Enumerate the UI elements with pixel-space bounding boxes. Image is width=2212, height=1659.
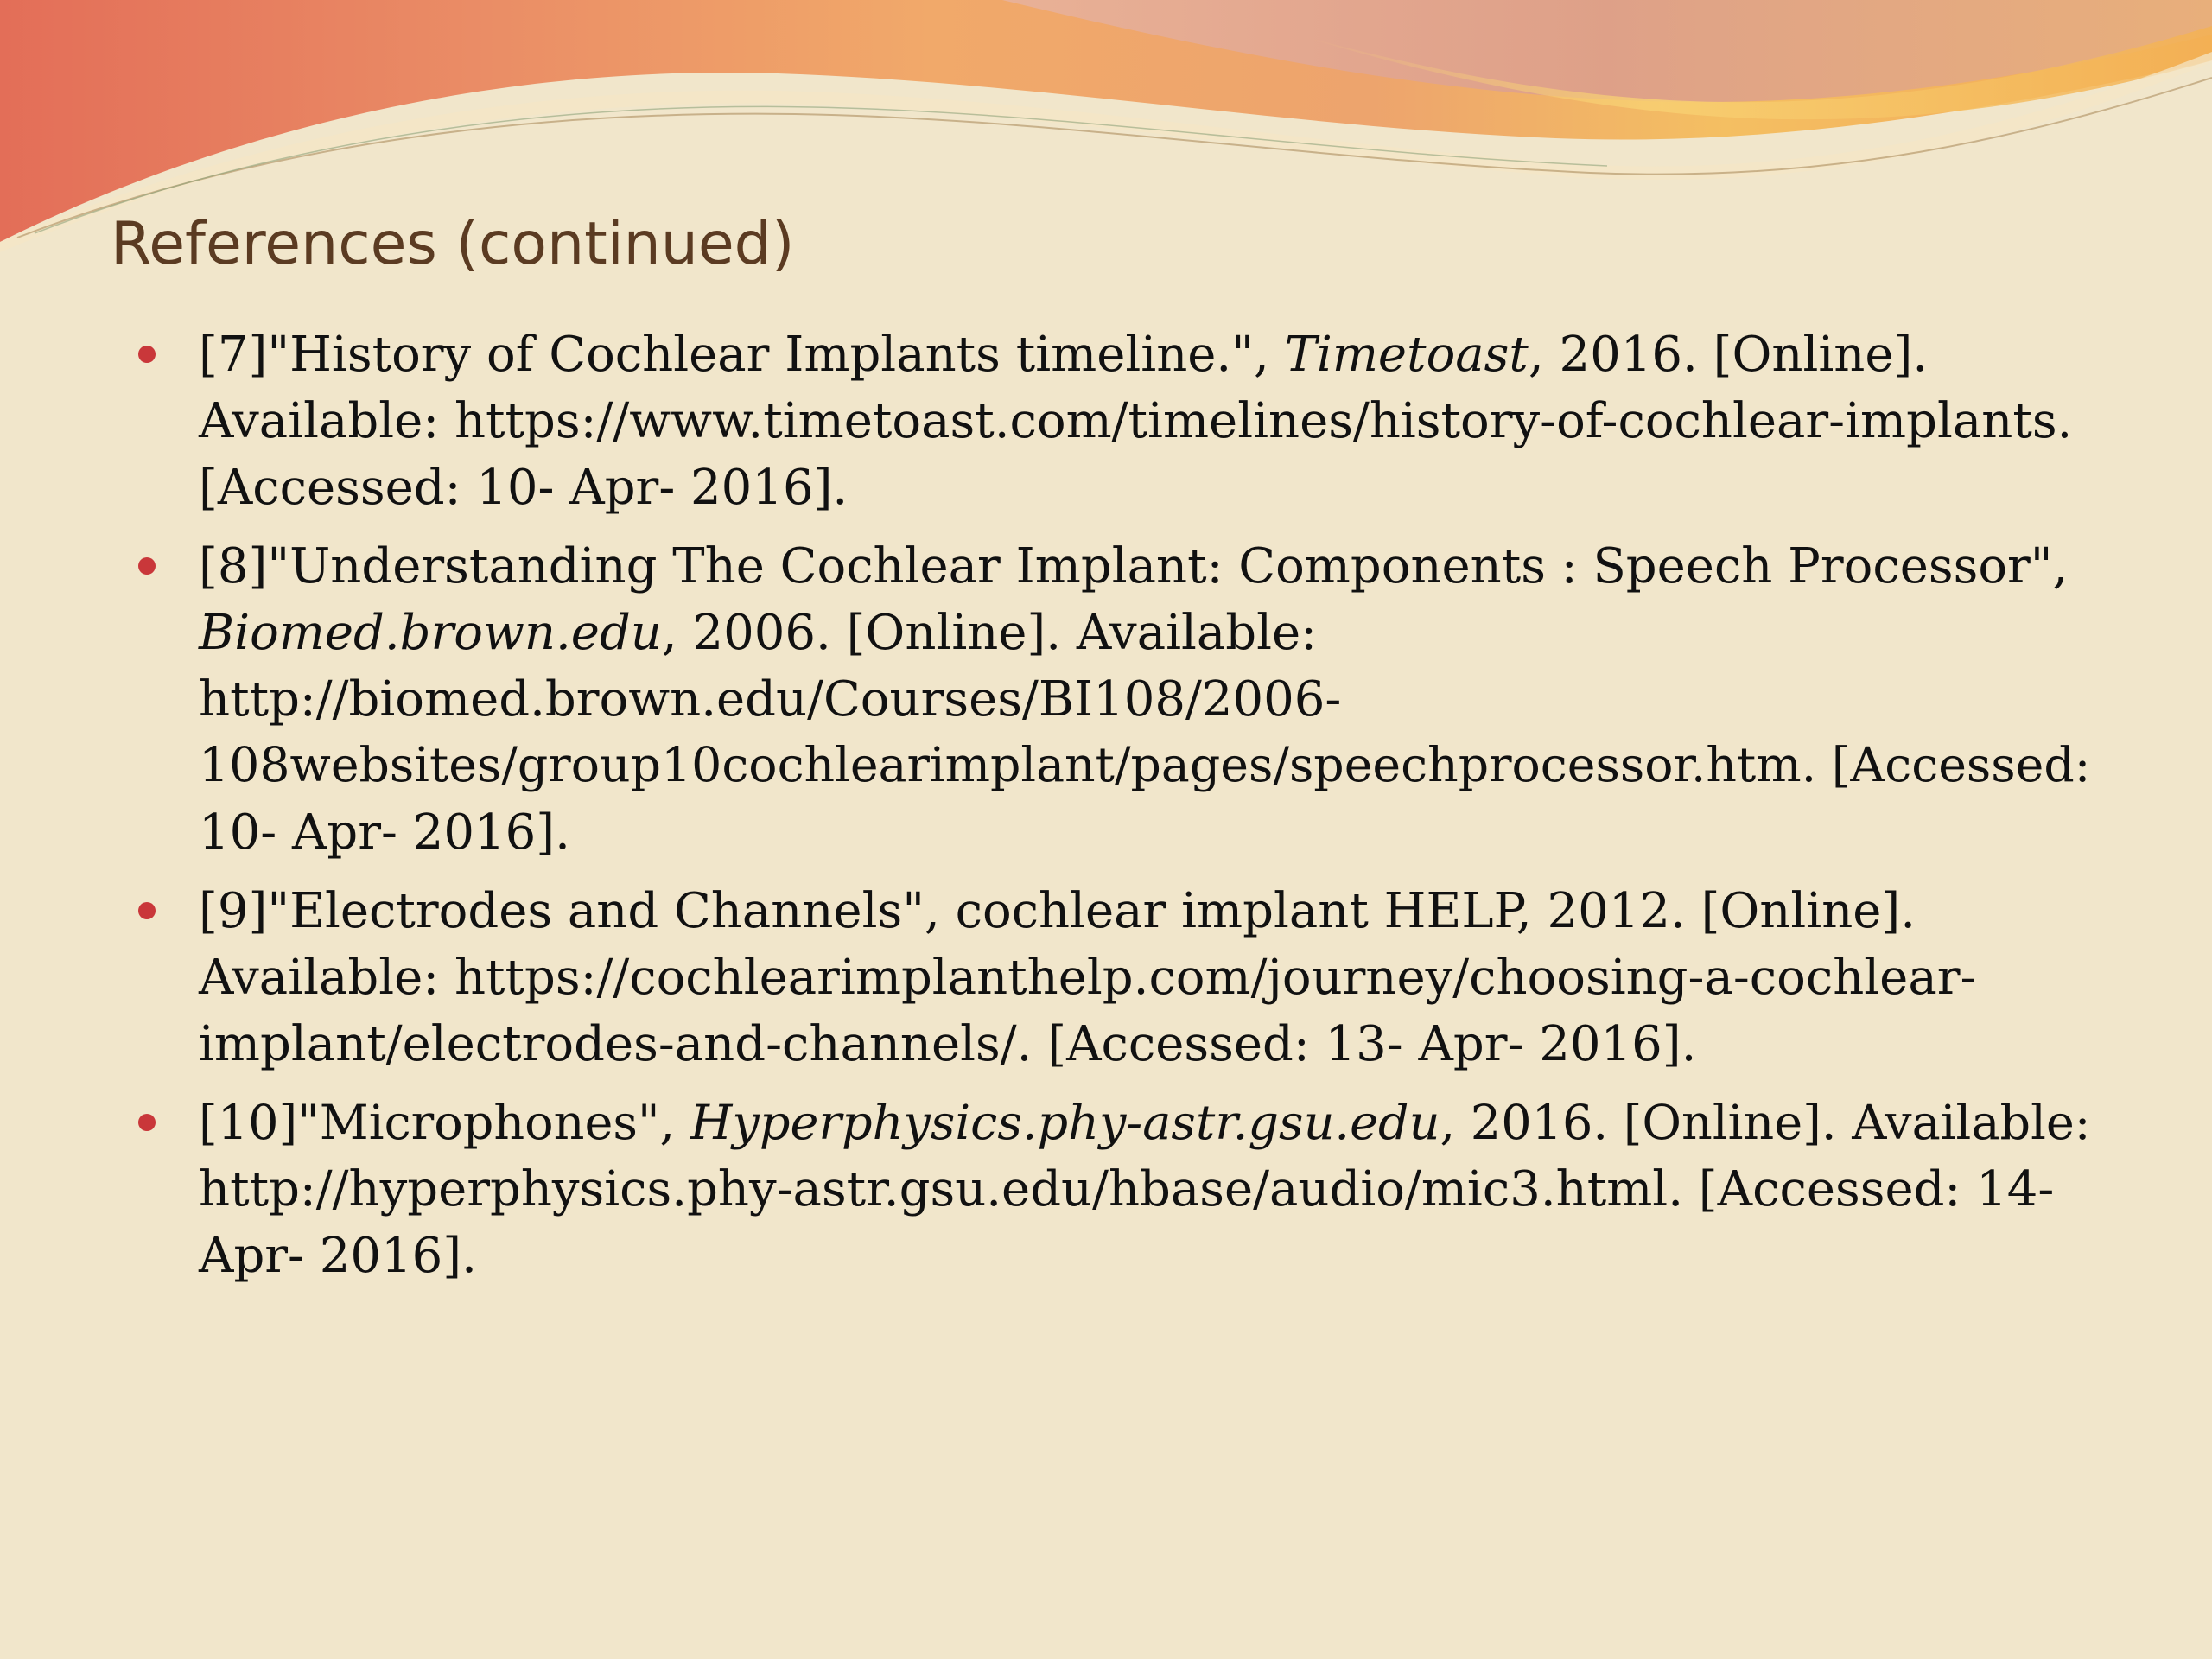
reference-line: [10]"Microphones", Hyperphysics.phy-astr.gsu.edu, 2016. [Online]. Available: bbox=[199, 1095, 2091, 1151]
reference-item bbox=[138, 1090, 2091, 1289]
slide-title: References (continued) bbox=[111, 210, 795, 278]
reference-line: [9]"Electrodes and Channels", cochlear implant HELP, 2012. [Online]. bbox=[199, 883, 1916, 939]
reference-line: [8]"Understanding The Cochlear Implant: Components : Speech Processor", bbox=[199, 538, 2069, 594]
bullet-icon bbox=[138, 902, 156, 919]
reference-line: [7]"History of Cochlear Implants timeline.", Timetoast, 2016. [Online]. bbox=[199, 327, 1929, 383]
reference-line: Available: https://www.timetoast.com/timelines/history-of-cochlear-implants. bbox=[199, 393, 2073, 449]
reference-list bbox=[138, 321, 2091, 1301]
reference-line: 10- Apr- 2016]. bbox=[199, 804, 570, 861]
reference-item bbox=[138, 533, 2091, 866]
reference-line: Biomed.brown.edu, 2006. [Online]. Available: bbox=[199, 605, 1318, 661]
bullet-icon bbox=[138, 1114, 156, 1131]
reference-line: Available: https://cochlearimplanthelp.com/journey/choosing-a-cochlear- bbox=[199, 950, 1977, 1006]
reference-line: Apr- 2016]. bbox=[199, 1228, 477, 1284]
reference-line: http://biomed.brown.edu/Courses/BI108/2006- bbox=[199, 671, 1342, 728]
reference-item bbox=[138, 321, 2091, 521]
reference-item bbox=[138, 878, 2091, 1077]
reference-line: implant/electrodes-and-channels/. [Accessed: 13- Apr- 2016]. bbox=[199, 1016, 1697, 1072]
reference-line: http://hyperphysics.phy-astr.gsu.edu/hbase/audio/mic3.html. [Accessed: 14- bbox=[199, 1161, 2055, 1217]
reference-line: [Accessed: 10- Apr- 2016]. bbox=[199, 460, 849, 516]
bullet-icon bbox=[138, 346, 156, 363]
bullet-icon bbox=[138, 557, 156, 575]
reference-line: 108websites/group10cochlearimplant/pages/speechprocessor.htm. [Accessed: bbox=[199, 738, 2091, 793]
